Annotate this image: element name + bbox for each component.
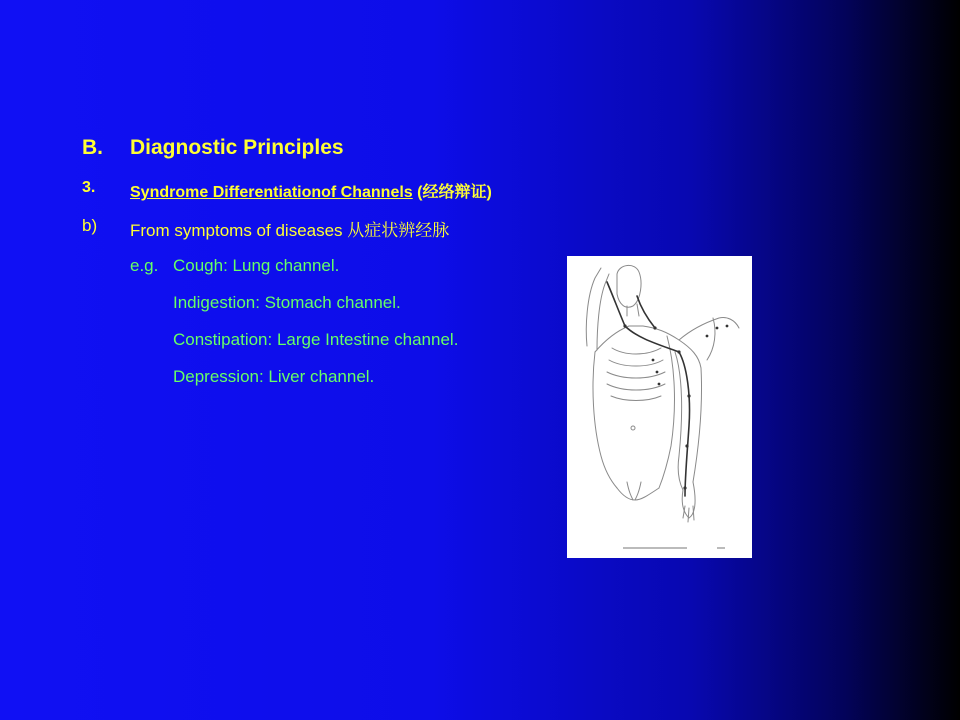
examples-prefix: e.g. bbox=[130, 256, 159, 275]
item-3-chinese: (经络辩证) bbox=[417, 184, 492, 201]
item-b-line bbox=[130, 216, 449, 241]
item-b-marker: b) bbox=[82, 216, 98, 235]
acupuncture-channel-body-illustration-icon bbox=[567, 256, 752, 558]
example-item: Constipation: Large Intestine channel. bbox=[173, 330, 459, 349]
item-3-marker: 3. bbox=[82, 179, 96, 196]
example-item: Indigestion: Stomach channel. bbox=[173, 293, 401, 312]
item-3-title: Syndrome Differentiationof Channels bbox=[130, 184, 413, 201]
section-title: Diagnostic Principles bbox=[130, 136, 344, 159]
item-b-chinese: 从症状辨经脉 bbox=[347, 221, 450, 240]
section-marker: B. bbox=[82, 136, 103, 159]
example-item: Cough: Lung channel. bbox=[173, 256, 340, 275]
channel-illustration bbox=[567, 256, 752, 558]
item-3-line bbox=[130, 179, 492, 202]
item-b-text: From symptoms of diseases bbox=[130, 221, 343, 240]
example-item: Depression: Liver channel. bbox=[173, 367, 375, 386]
